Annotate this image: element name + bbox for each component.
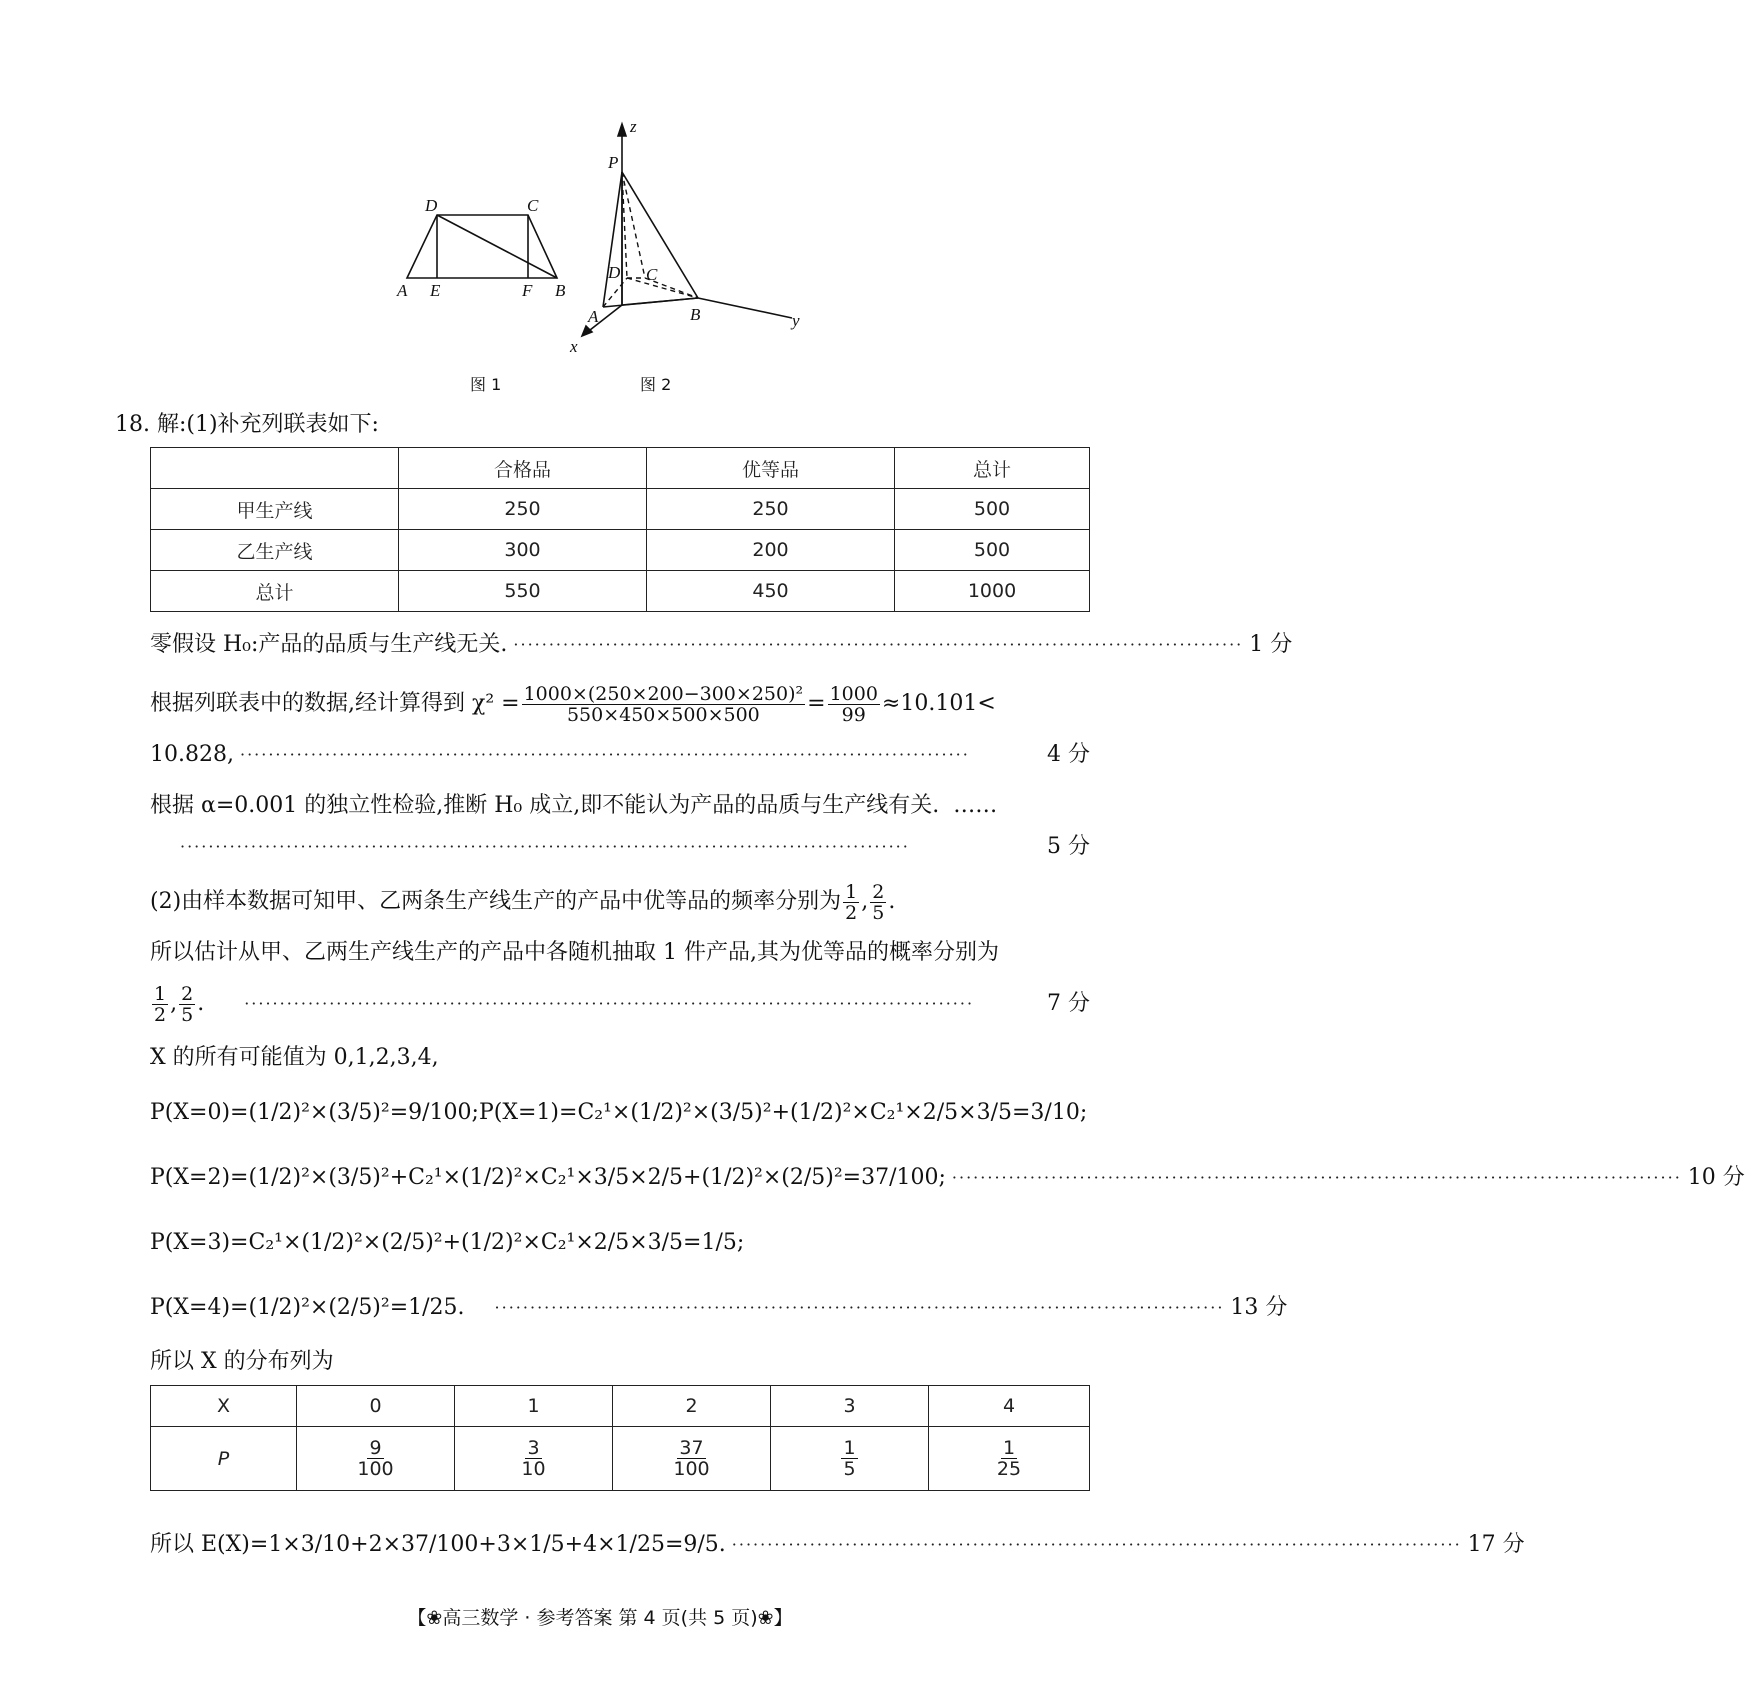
line-probabilities: $\frac{1}{2}$ , $\frac{2}{5}$ . ······································································································· 7 分 (154, 982, 1090, 1026)
table-cell: 合格品 (399, 448, 647, 489)
table-cell: 450 (647, 571, 895, 612)
label-P: P (608, 153, 619, 172)
table-cell: $\frac{3}{10}$ (455, 1427, 613, 1491)
table-cell: 200 (647, 530, 895, 571)
table-row (151, 571, 1090, 612)
table-cell: P (151, 1427, 297, 1491)
score: 13 分 (1230, 1295, 1288, 1320)
table-cell: 总计 (895, 448, 1090, 489)
line-p0-p1: P(X=0)=(1/2)²×(3/5)²=9/100;P(X=1)=C₂¹×(1/2)²×(3/5)²+(1/2)²×C₂¹×2/5×3/5=3/10; (150, 1100, 1088, 1125)
page-footer: 【❀高三数学 · 参考答案 第 4 页(共 5 页)❀】 (407, 1607, 793, 1629)
label-E: E (430, 281, 441, 300)
line-possible-values: X 的所有可能值为 0,1,2,3,4, (150, 1045, 439, 1070)
label-C2: C (646, 265, 658, 284)
line-critical-value: 10.828, ······································································································· 4 分 (150, 740, 1090, 770)
figure-2-pyramid (570, 117, 810, 370)
table-row (151, 530, 1090, 571)
table-cell: $\frac{1}{25}$ (929, 1427, 1090, 1491)
line-p2: P(X=2)=(1/2)²×(3/5)²+C₂¹×(1/2)²×C₂¹×3/5×2/5+(1/2)²×(2/5)²=37/100; ······································································································· 10 分 (150, 1163, 1090, 1193)
line-null-hypothesis: 零假设 H₀:产品的品质与生产线无关. ······································································································· 1 分 (150, 630, 1090, 660)
table-cell: 3 (771, 1386, 929, 1427)
label-B2: B (690, 305, 701, 324)
score: 7 分 (1047, 991, 1090, 1016)
figure-1-caption: 图 1 (470, 375, 502, 394)
edge-pb (622, 172, 698, 298)
y-axis (698, 298, 792, 318)
table-cell: 300 (399, 530, 647, 571)
table-cell: $\frac{9}{100}$ (297, 1427, 455, 1491)
edge-pc (622, 172, 645, 278)
table-cell: 甲生产线 (151, 489, 399, 530)
score: 4 分 (1047, 742, 1090, 767)
label-A: A (397, 281, 408, 300)
table-row (151, 448, 1090, 489)
table-row (151, 1427, 1090, 1491)
trapezoid-outline (407, 215, 557, 278)
edge-ab-front (603, 298, 698, 307)
table-cell: 优等品 (647, 448, 895, 489)
table-cell: 500 (895, 530, 1090, 571)
label-D2: D (608, 263, 621, 282)
diagonal-db (437, 215, 557, 278)
label-B: B (555, 281, 566, 300)
table-cell: 550 (399, 571, 647, 612)
table-row (151, 489, 1090, 530)
line-distribution-intro: 所以 X 的分布列为 (150, 1349, 334, 1374)
label-A2: A (588, 307, 599, 326)
label-F: F (522, 281, 533, 300)
line-chi-square: 根据列联表中的数据,经计算得到 χ² = $\frac{\text{1000×(250×200−300×250)²}}{550\times 450\times 500\times 500}$ = $\frac{1000}{99}$ ≈10.101< (150, 682, 996, 726)
label-D: D (425, 196, 438, 215)
label-C: C (527, 196, 539, 215)
question-heading: 18. 解:(1)补充列联表如下: (115, 412, 379, 437)
z-arrow (618, 124, 626, 136)
score: 10 分 (1687, 1165, 1745, 1190)
line-estimate: 所以估计从甲、乙两生产线生产的产品中各随机抽取 1 件产品,其为优等品的概率分别为 (150, 940, 999, 965)
table-cell: 总计 (151, 571, 399, 612)
table-cell: 500 (895, 489, 1090, 530)
table-cell: 250 (399, 489, 647, 530)
score: 5 分 (1047, 834, 1090, 859)
x-arrow (582, 326, 592, 336)
edge-pa-front (603, 172, 622, 307)
line-p3: P(X=3)=C₂¹×(1/2)²×(2/5)²+(1/2)²×C₂¹×2/5×3/5=1/5; (150, 1230, 745, 1255)
contingency-table (150, 447, 1090, 612)
table-cell: $\frac{37}{100}$ (613, 1427, 771, 1491)
line-frequency: (2)由样本数据可知甲、乙两条生产线生产的产品中优等品的频率分别为 $\frac{1}{2}$ , $\frac{2}{5}$ . (150, 880, 896, 924)
figure-2-caption: 图 2 (640, 375, 672, 394)
table-cell: 250 (647, 489, 895, 530)
score: 17 分 (1467, 1532, 1525, 1557)
figure-1-trapezoid (395, 190, 575, 300)
table-cell (151, 448, 399, 489)
label-x: x (570, 337, 578, 356)
label-y: y (792, 311, 800, 330)
table-cell: 2 (613, 1386, 771, 1427)
table-cell: 1000 (895, 571, 1090, 612)
table-cell: $\frac{1}{5}$ (771, 1427, 929, 1491)
table-cell: 乙生产线 (151, 530, 399, 571)
distribution-table (150, 1385, 1090, 1491)
label-z: z (630, 117, 637, 136)
score: 1 分 (1249, 632, 1293, 657)
line-conclusion-score: ······································································································· 5 分 (180, 832, 1090, 862)
line-p4: P(X=4)=(1/2)²×(2/5)²=1/25. ······································································································· 13 分 (150, 1293, 1090, 1323)
table-cell: 1 (455, 1386, 613, 1427)
line-conclusion: 根据 α=0.001 的独立性检验,推断 H₀ 成立,即不能认为产品的品质与生产线有关. …… (150, 793, 998, 818)
table-cell: X (151, 1386, 297, 1427)
table-row (151, 1386, 1090, 1427)
line-expectation: 所以 E(X)=1×3/10+2×37/100+3×1/5+4×1/25=9/5. ······································································································· 17 分 (150, 1530, 1090, 1560)
table-cell: 0 (297, 1386, 455, 1427)
table-cell: 4 (929, 1386, 1090, 1427)
